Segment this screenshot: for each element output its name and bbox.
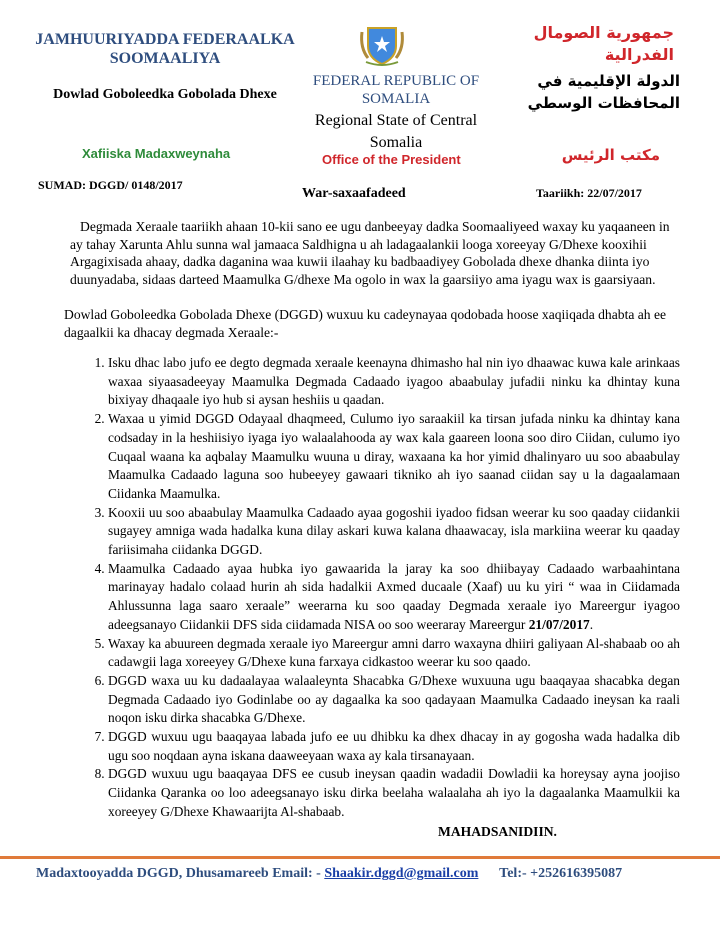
list-item: 5. Waxay ka abuureen degmada xeraale iyo Mareergur amni darro waxayna dhiiri galiyaan Al-shabaab oo ah cadawgii laga xoreeyey G/Dhexe kuna farxaya cidkastoo weerar ku soo qaado. — [108, 635, 680, 672]
footer-divider — [0, 856, 720, 859]
header-left-subtitle: Dowlad Goboleedka Gobolada Dhexe — [53, 87, 277, 102]
lead-paragraph: Dowlad Goboleedka Gobolada Dhexe (DGGD) wuxuu ku cadeynayaa qodobada hoose xaqiiqada dhabta ah ee dagaalkii ka dhacay degmada Xeraale:- — [64, 307, 667, 340]
footer-contact — [36, 866, 622, 882]
list-item — [108, 560, 680, 635]
header-right-subtitle: الدولة الإقليمية في المحافظات الوسطي — [527, 72, 680, 112]
footer-email-link[interactable]: Shaakir.dggd@gmail.com — [324, 866, 479, 881]
intro-paragraph: Degmada Xeraale taariikh ahaan 10-kii sano ee ugu danbeeyay dadka Soomaaliyeed waxay ku yaqaaneen in ay tahay Xarunta Ahlu sunna wal jamaaca Saldhigna u ah ladagaalankii looga xoreeyay G/Dhexe kooxihii Argagixisada ahaay, dadka daganina waa kuwii ilaahay ku badbaadiyey Gobolada dhexe dhanka diinta iyo duunyadaba, sidaas darteed Maamulka G/dhexe Ma ogolo in wax la gaarsiiyo ama iyagu wax is gaarsiyaan. — [70, 219, 670, 287]
document-type: War-saxaafadeed — [302, 186, 406, 201]
point4-date: 21/07/2017 — [528, 616, 590, 632]
list-item: 7. DGGD wuxuu ugu baaqayaa labada jufo ee uu dhibku ka dhex dhacay in ay gogosha wada hadalka dib ugu soo noqdaan ayna iskana daaweeyaan waxa ay kala tirsanayaan. — [108, 728, 680, 765]
points-list — [76, 354, 680, 822]
header-left-office: Xafiiska Madaxweynaha — [82, 146, 231, 161]
list-item: 8. DGGD wuxuu ugu baaqayaa DFS ee cusub ineysan qaadin wadadii Dowladii ka horeysay ayna joojiso Ciidanka Qaranka oo loo adeegsanayo isku dirka beelaha walaalaha ah iyo la dagaalanka Maamulkii ka xoreeyey G/Dhexe Khawaarijta Al-shabaab. — [108, 765, 680, 821]
reference-number: SUMAD: DGGD/ 0148/2017 — [38, 178, 183, 192]
list-item: 6. DGGD waxa uu ku dadaalayaa walaaleynta Shacabka G/Dhexe wuxuuna ugu baaqayaa shacabka degan Degmada Cadaado iyo Godinlabe oo ay dagaalka ka soo qadayaan Maamulka Cadaado ineysan ka raali noqon isku dirka shacabka G/Dhexe. — [108, 672, 680, 728]
header-right-office: مكتب الرئيس — [561, 146, 660, 164]
header-center-regional: Regional State of Central Somalia — [314, 112, 478, 151]
closing-text: MAHADSANIDIIN. — [438, 824, 557, 839]
list-item-text: Maamulka Cadaado ayaa hubka iyo gawaarida la jaray ka soo dhiibayay Cadaado warbaahintana marinayay hadalo colaad hurin ah sida hadalkii Axmed ducaale (Xaaf) uu ku yiri “ waa in Ciidamada Ahlussunna laga saaro xeraale” weerarna ku soo qaaday Degmada xeraale iyo Mareergur iyagoo adeegsanayo Ciidankii DFS sida ciidamada NISA oo soo weeraray Mareergur 21/07/2017. — [108, 560, 680, 632]
list-item: 1. Isku dhac labo jufo ee degto degmada xeraale keenayna dhimasho hal nin iyo dhaawac kuwa kale arinkaas waxaa siyaasadeeyay Maamulka Degmada Cadaado iyagoo abaabulay jufadii ninku ka dhintay kuna bixiyay dhaqaale iyo hub si aysan heshiis u qaadan. — [108, 354, 680, 410]
header-left-title: JAMHUURIYADDA FEDERAALKA SOOMAALIYA — [35, 31, 295, 67]
list-item: 3. Kooxii uu soo abaabulay Maamulka Cadaado ayaa gogoshii iyadoo fidsan weerar ku soo qaaday ciidankii sugayey amniga wada hadalka kuna dilay askari kuwa kalana dhaawacay, isla markiina weerar ku qaaday fariisimaha ciidanka DGGD. — [108, 504, 680, 560]
header-center-federal: FEDERAL REPUBLIC OF SOMALIA — [312, 73, 480, 107]
header-center-office: Office of the President — [322, 152, 461, 167]
document-date: Taariikh: 22/07/2017 — [536, 186, 642, 200]
list-item: 2. Waxaa u yimid DGGD Odayaal dhaqmeed, Culumo iyo saraakiil ka tirsan jufada ninku ka dhintay kana codsaday in la heshiisiyo iyaga iyo walaalahooda ay wax kala gaareen loona soo diro Ciidan, culumo iyo Cuqaal waana ka aqbalay Maamulku wuuna u diray, waxaana ka hor yimid dhalinyaro uu soo abaabulay Maamulka Cadaado laguna soo hubeeyey gawaari tikniko ah iyo saanad ciidan say u la dagaalamaan Ciidanka Maamulka. — [108, 410, 680, 504]
footer-phone: Tel:- +252616395087 — [499, 866, 623, 881]
footer-address: Madaxtooyadda DGGD, Dhusamareeb Email: - — [36, 866, 321, 881]
somalia-coat-of-arms-icon — [358, 20, 406, 68]
header-right-title: جمهورية الصومال الفدرالية — [533, 23, 674, 64]
